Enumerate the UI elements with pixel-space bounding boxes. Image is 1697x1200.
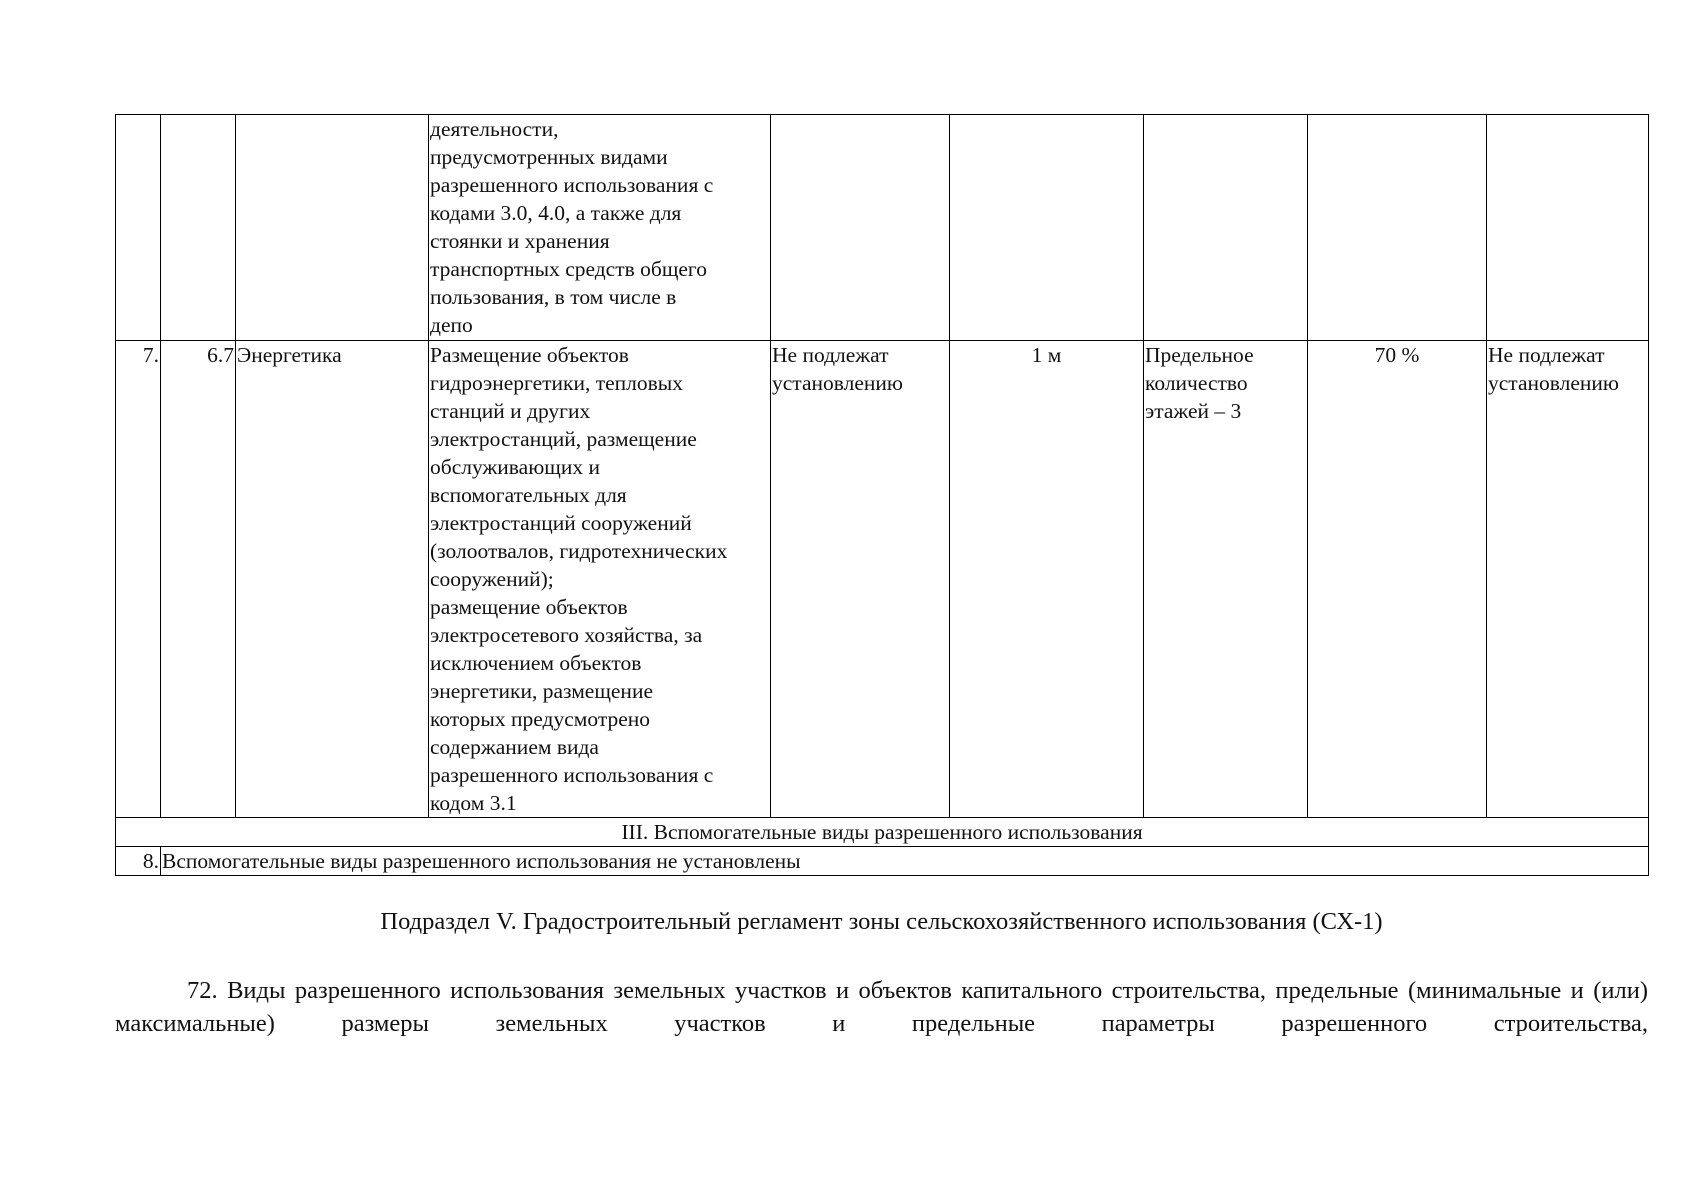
paragraph-72: 72. Виды разрешенного использования земельных участков и объектов капитального строительства, предельные (минимальные и (или) максимальные) размеры земельных участков и предельные параметры разрешенного строительства,: [115, 977, 1648, 1037]
cell-num: [116, 115, 161, 341]
cell-floors: [1144, 115, 1308, 341]
cell-description: деятельности, предусмотренных видами разрешенного использования с кодами 3.0, 4.0, а также для стоянки и хранения транспортных средств общего пользования, в том числе в депо: [429, 115, 771, 341]
cell-name: Энергетика: [236, 341, 429, 818]
cell-other: Не подлежат установлению: [1487, 341, 1649, 818]
cell-coverage: 70 %: [1308, 341, 1487, 818]
cell-setback: [950, 115, 1144, 341]
cell-num: 7.: [116, 341, 161, 818]
cell-num: 8.: [116, 847, 161, 876]
cell-description: Размещение объектов гидроэнергетики, тепловых станций и других электростанций, размещение обслуживающих и вспомогательных для электростанций сооружений (золоотвалов, гидротехнических сооружений); размещение объектов электросетевого хозяйства, за исключением объектов энергетики, размещение которых предусмотрено содержанием вида разрешенного использования с кодом 3.1: [429, 341, 771, 818]
cell-other: [1487, 115, 1649, 341]
table-row-continuation: [116, 115, 1649, 341]
section-3-title: III. Вспомогательные виды разрешенного использования: [116, 818, 1649, 847]
cell-coverage: [1308, 115, 1487, 341]
cell-row8-text: Вспомогательные виды разрешенного использования не установлены: [161, 847, 1649, 876]
cell-plot-size: [771, 115, 950, 341]
cell-setback: 1 м: [950, 341, 1144, 818]
cell-code: 6.7: [161, 341, 236, 818]
cell-plot-size: Не подлежат установлению: [771, 341, 950, 818]
table-row-8: [116, 847, 1649, 876]
cell-code: [161, 115, 236, 341]
table-row-7: [116, 341, 1649, 818]
cell-name: [236, 115, 429, 341]
table-section-row: [116, 818, 1649, 847]
subsection-title: Подраздел V. Градостроительный регламент зоны сельскохозяйственного использования (СХ-1): [380, 908, 1383, 935]
regulation-table: [115, 114, 1649, 876]
cell-floors: Предельное количество этажей – 3: [1144, 341, 1308, 818]
